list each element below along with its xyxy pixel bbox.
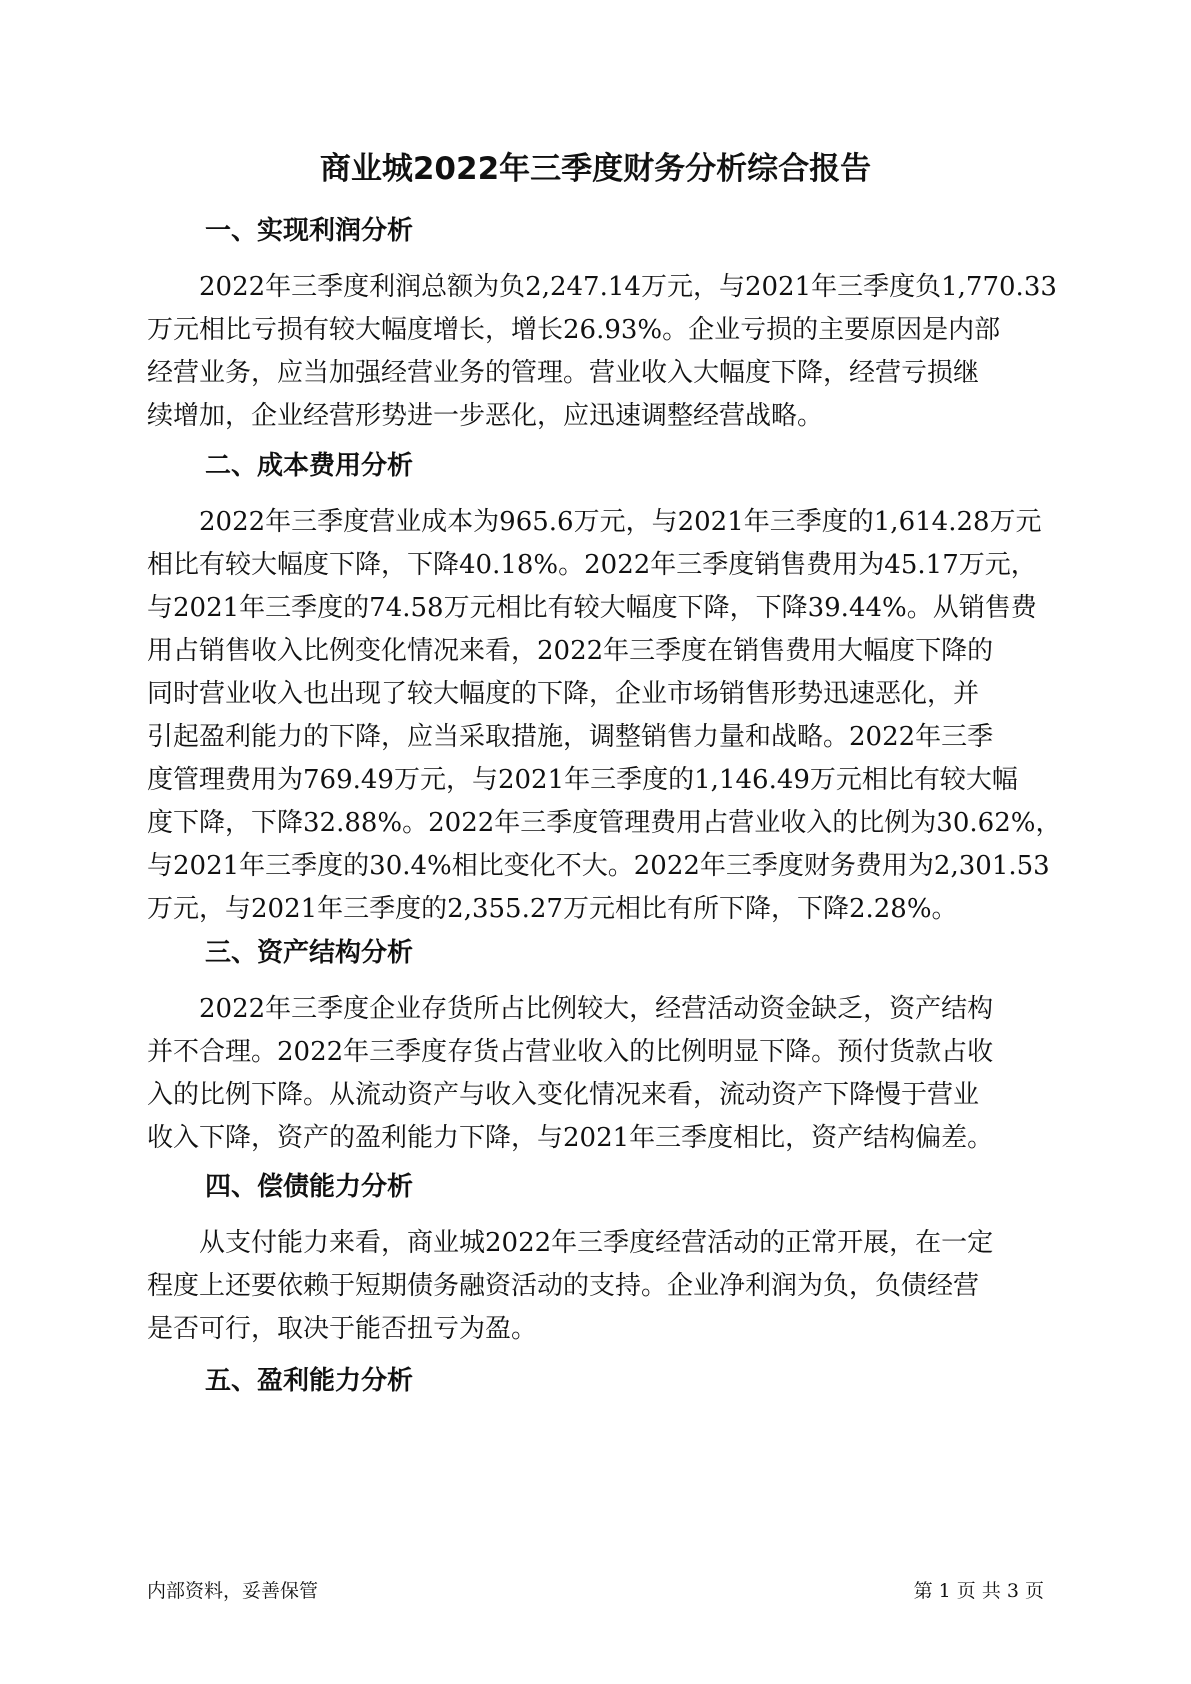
paragraph-line: 2022年三季度利润总额为负2,247.14万元，与2021年三季度负1,770.33 <box>199 272 1057 302</box>
paragraph-line: 相比有较大幅度下降，下降40.18%。2022年三季度销售费用为45.17万元， <box>147 550 1037 580</box>
section-paragraph-profit <box>147 266 1057 438</box>
paragraph-line: 与2021年三季度的30.4%相比变化不大。2022年三季度财务费用为2,301.53 <box>147 851 1050 881</box>
paragraph-line: 用占销售收入比例变化情况来看，2022年三季度在销售费用大幅度下降的 <box>147 636 994 666</box>
paragraph-line: 2022年三季度企业存货所占比例较大，经营活动资金缺乏，资产结构 <box>199 994 994 1024</box>
footer-page-number: 第 1 页 共 3 页 <box>913 1580 1044 1602</box>
document-title: 商业城2022年三季度财务分析综合报告 <box>319 151 872 187</box>
paragraph-line: 引起盈利能力的下降，应当采取措施，调整销售力量和战略。2022年三季 <box>147 722 994 752</box>
section-paragraph-cost <box>147 501 1062 931</box>
section-heading-profit: 一、实现利润分析 <box>205 216 414 246</box>
paragraph-line: 度下降，下降32.88%。2022年三季度管理费用占营业收入的比例为30.62%， <box>147 808 1062 838</box>
section-heading-assets: 三、资产结构分析 <box>205 938 414 968</box>
section-heading-cost: 二、成本费用分析 <box>205 451 414 481</box>
section-paragraph-solvency <box>147 1222 1047 1351</box>
section-heading-solvency: 四、偿债能力分析 <box>205 1172 414 1202</box>
section-heading-profitability: 五、盈利能力分析 <box>205 1366 414 1396</box>
paragraph-line: 是否可行，取决于能否扭亏为盈。 <box>147 1314 538 1344</box>
paragraph-line: 并不合理。2022年三季度存货占营业收入的比例明显下降。预付货款占收 <box>147 1037 994 1067</box>
paragraph-line: 同时营业收入也出现了较大幅度的下降，企业市场销售形势迅速恶化，并 <box>147 679 980 709</box>
paragraph-line: 度管理费用为769.49万元，与2021年三季度的1,146.49万元相比有较大幅 <box>147 765 1018 795</box>
paragraph-line: 万元，与2021年三季度的2,355.27万元相比有所下降，下降2.28%。 <box>147 894 958 924</box>
paragraph-line: 2022年三季度营业成本为965.6万元，与2021年三季度的1,614.28万元 <box>199 507 1042 537</box>
paragraph-line: 与2021年三季度的74.58万元相比有较大幅度下降，下降39.44%。从销售费 <box>147 593 1037 623</box>
paragraph-line: 从支付能力来看，商业城2022年三季度经营活动的正常开展，在一定 <box>199 1228 994 1258</box>
paragraph-line: 续增加，企业经营形势进一步恶化，应迅速调整经营战略。 <box>147 401 824 431</box>
paragraph-line: 经营业务，应当加强经营业务的管理。营业收入大幅度下降，经营亏损继 <box>147 358 980 388</box>
paragraph-line: 收入下降，资产的盈利能力下降，与2021年三季度相比，资产结构偏差。 <box>147 1123 994 1153</box>
section-paragraph-assets <box>147 988 1047 1160</box>
paragraph-line: 万元相比亏损有较大幅度增长，增长26.93%。企业亏损的主要原因是内部 <box>147 315 1001 345</box>
paragraph-line: 程度上还要依赖于短期债务融资活动的支持。企业净利润为负，负债经营 <box>147 1271 980 1301</box>
footer-confidential-note: 内部资料，妥善保管 <box>147 1580 319 1602</box>
paragraph-line: 入的比例下降。从流动资产与收入变化情况来看，流动资产下降慢于营业 <box>147 1080 980 1110</box>
